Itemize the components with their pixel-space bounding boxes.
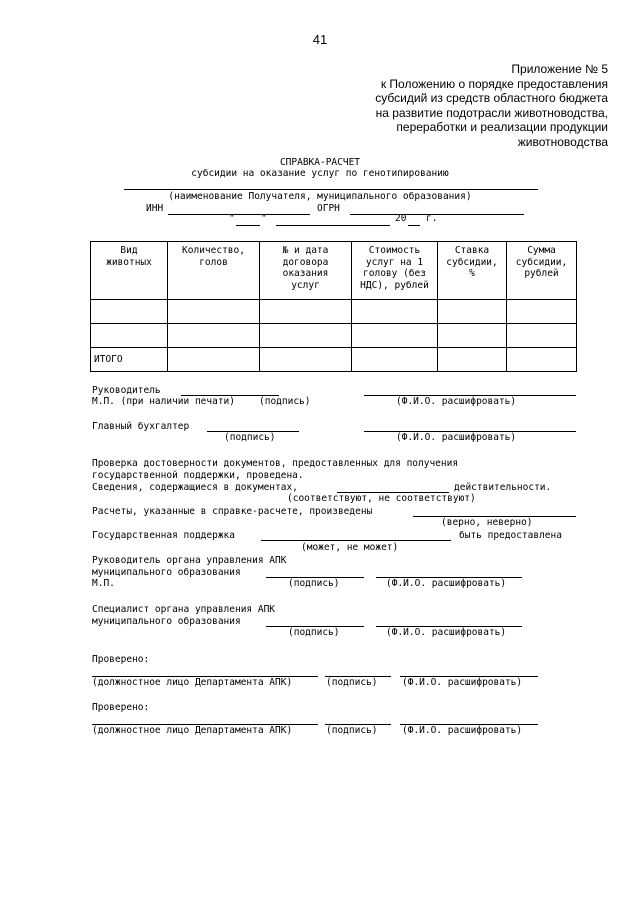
apk-head-fio-caption: (Ф.И.О. расшифровать) xyxy=(386,578,507,589)
support-prefix: Государственная поддержка xyxy=(92,530,235,541)
appendix-line: Приложение № 5 xyxy=(511,62,608,76)
table-cell[interactable] xyxy=(352,324,438,348)
chief-accountant-signature-caption: (подпись) xyxy=(224,432,276,443)
header-cell xyxy=(260,242,352,300)
verify1-signature-caption: (подпись) xyxy=(326,677,378,688)
table-row xyxy=(91,324,577,348)
date-open-quote: " xyxy=(229,213,235,224)
info-suffix: действительности. xyxy=(454,482,552,493)
verified-label-2: Проверено: xyxy=(92,702,150,713)
table-cell[interactable] xyxy=(260,324,352,348)
date-month-field[interactable] xyxy=(276,225,390,226)
apk-spec-label-line1: Специалист органа управления АПК xyxy=(92,604,276,615)
verify2-official-caption: (должностное лицо Департамента АПК) xyxy=(92,725,293,736)
table-cell[interactable] xyxy=(507,300,577,324)
head-signature-caption: (подпись) xyxy=(259,396,311,407)
table-cell[interactable] xyxy=(260,300,352,324)
table-cell[interactable] xyxy=(352,300,438,324)
table-header-row xyxy=(91,242,577,300)
apk-head-label-line1: Руководитель органа управления АПК xyxy=(92,555,287,566)
calc-caption: (верно, неверно) xyxy=(441,517,533,528)
recipient-line[interactable] xyxy=(124,189,538,190)
header-contract: № и дата договора оказания услуг xyxy=(282,245,329,291)
date-year-prefix: 20 xyxy=(395,213,407,224)
table-cell[interactable] xyxy=(507,324,577,348)
calc-prefix: Расчеты, указанные в справке-расчете, произведены xyxy=(92,506,373,517)
apk-head-label-line2: муниципального образования xyxy=(92,567,241,578)
appendix-line: на развитие подотрасли животноводства, xyxy=(375,105,608,120)
verify2-fio-caption: (Ф.И.О. расшифровать) xyxy=(402,725,523,736)
apk-head-signature-caption: (подпись) xyxy=(288,578,340,589)
table-cell[interactable] xyxy=(91,300,168,324)
info-caption: (соответствуют, не соответствуют) xyxy=(287,493,476,504)
table-cell[interactable] xyxy=(260,348,352,372)
document-title: СПРАВКА-РАСЧЕТ xyxy=(279,157,361,168)
appendix-line: переработки и реализации продукции xyxy=(396,120,608,135)
document-subtitle: субсидии на оказание услуг по генотипированию xyxy=(191,168,449,179)
table-cell[interactable] xyxy=(438,324,507,348)
inn-label: ИНН xyxy=(146,203,164,214)
header-head-count: Количество, голов xyxy=(182,245,245,268)
table-cell[interactable] xyxy=(507,348,577,372)
inn-field[interactable] xyxy=(168,214,310,215)
table-cell[interactable] xyxy=(438,348,507,372)
verified-label-1: Проверено: xyxy=(92,654,150,665)
date-close-quote: " xyxy=(261,213,267,224)
appendix-line: субсидий из средств областного бюджета xyxy=(375,91,608,106)
head-mp-label: М.П. (при наличии печати) xyxy=(92,396,235,407)
header-rate: Ставка субсидии, % xyxy=(446,245,498,280)
date-year-suffix: г. xyxy=(426,213,438,224)
table-cell[interactable] xyxy=(352,348,438,372)
date-day-field[interactable] xyxy=(236,225,260,226)
header-cell xyxy=(352,242,438,300)
support-field[interactable] xyxy=(261,540,451,541)
header-sum: Сумма субсидии, рублей xyxy=(515,245,568,280)
header-cell xyxy=(507,242,577,300)
appendix-header xyxy=(375,62,608,150)
chief-accountant-label: Главный бухгалтер xyxy=(92,421,190,432)
head-fio-caption: (Ф.И.О. расшифровать) xyxy=(396,396,517,407)
recipient-caption: (наименование Получателя, муниципального образования) xyxy=(168,191,472,202)
table-total-row xyxy=(91,348,577,372)
table-cell[interactable] xyxy=(168,324,260,348)
header-cell xyxy=(168,242,260,300)
verify1-official-caption: (должностное лицо Департамента АПК) xyxy=(92,677,293,688)
appendix-line: животноводства xyxy=(517,134,608,149)
page-number: 41 xyxy=(312,32,328,47)
header-cost: Стоимость услуг на 1 голову (без НДС), рублей xyxy=(360,245,429,291)
table-cell[interactable] xyxy=(168,348,260,372)
verify2-signature-caption: (подпись) xyxy=(326,725,378,736)
ogrn-label: ОГРН xyxy=(317,203,340,214)
table-row xyxy=(91,300,577,324)
apk-spec-signature-caption: (подпись) xyxy=(288,627,340,638)
check-text-line2: государственной поддержки, проведена. xyxy=(92,470,304,481)
table-cell[interactable] xyxy=(438,300,507,324)
total-label: ИТОГО xyxy=(91,348,168,372)
header-cell xyxy=(438,242,507,300)
header-cell xyxy=(91,242,168,300)
check-text-line1: Проверка достоверности документов, предоставленных для получения xyxy=(92,458,459,469)
date-year-field[interactable] xyxy=(408,225,420,226)
support-suffix: быть предоставлена xyxy=(459,530,562,541)
appendix-line: к Положению о порядке предоставления xyxy=(380,76,608,91)
support-caption: (может, не может) xyxy=(301,542,399,553)
calculation-table xyxy=(90,241,577,372)
chief-accountant-fio-caption: (Ф.И.О. расшифровать) xyxy=(396,432,517,443)
info-prefix: Сведения, содержащиеся в документах, xyxy=(92,482,298,493)
table-cell[interactable] xyxy=(91,324,168,348)
apk-head-mp-label: М.П. xyxy=(92,578,115,589)
head-label: Руководитель xyxy=(92,385,161,396)
apk-spec-label-line2: муниципального образования xyxy=(92,616,241,627)
table-cell[interactable] xyxy=(168,300,260,324)
header-animal-type: Вид животных xyxy=(106,245,152,268)
apk-spec-fio-caption: (Ф.И.О. расшифровать) xyxy=(386,627,507,638)
verify1-fio-caption: (Ф.И.О. расшифровать) xyxy=(402,677,523,688)
